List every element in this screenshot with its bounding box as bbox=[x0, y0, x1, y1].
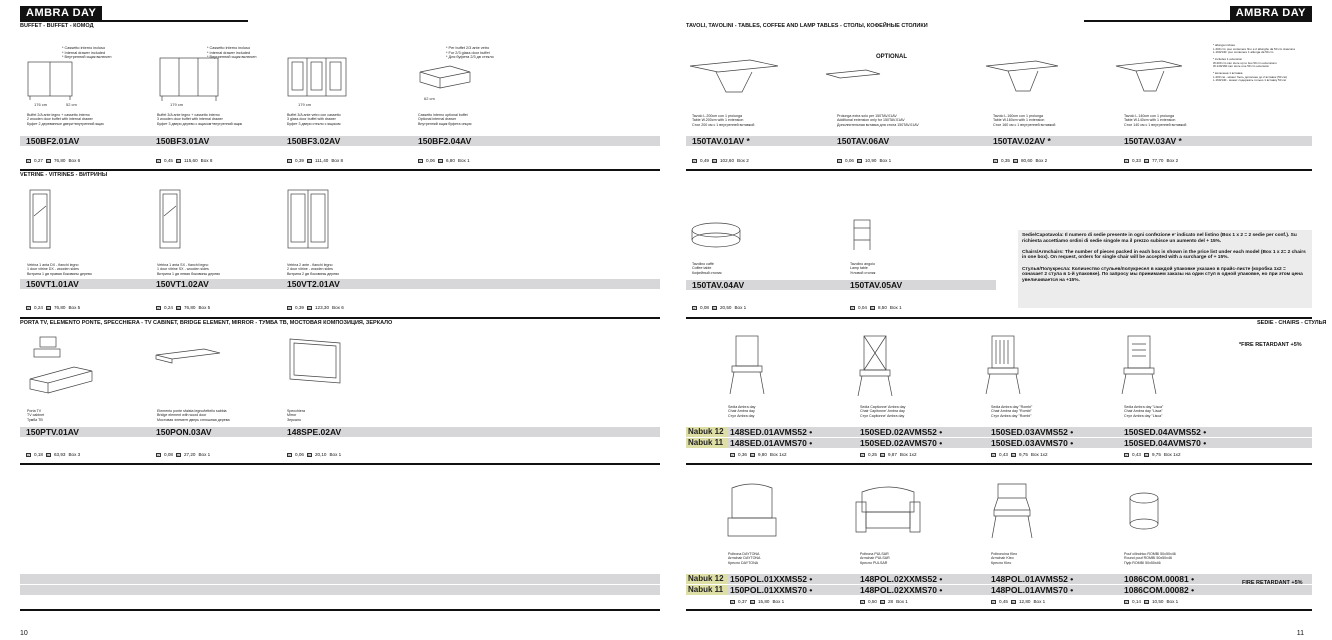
weight-icon: kg bbox=[881, 453, 884, 457]
item-code: 150VT1.02AV bbox=[156, 279, 209, 289]
table-note: * allunga inclusa L.200 cm: puo contenere fino a 2 allunghe da 50 cm ciascuna L.160/140: puo contenere 1 allunga da 50 cm bbox=[1213, 43, 1295, 55]
item-code: 148SED.01AVMS70 • bbox=[730, 438, 813, 448]
volume-icon: m³ bbox=[992, 453, 995, 457]
item-code: 150SED.03AVMS52 • bbox=[991, 427, 1074, 437]
swatch-nabuk-11: Nabuk 11 bbox=[686, 438, 728, 448]
section-title-buffet: BUFFET - BUFFET - КОМОД bbox=[20, 23, 94, 29]
weight-icon: kg bbox=[881, 600, 884, 604]
weight-icon: kg bbox=[858, 159, 861, 163]
volume-icon: m³ bbox=[157, 306, 160, 310]
item-code: 150BF2.01AV bbox=[26, 136, 80, 146]
chair-drawings bbox=[706, 330, 1226, 405]
item-code: 150TAV.02AV * bbox=[993, 136, 1051, 146]
weight-icon: kg bbox=[439, 159, 442, 163]
item-caption: Vetrina 1 anta DX - fianchi legno 1 door vitrine DX - wooden sides Витрина 1 дв правая боковины дерево bbox=[27, 263, 92, 276]
item-code: 150SED.04AVMS70 • bbox=[1124, 438, 1207, 448]
item-caption: Porta TV TV cabinet Тумба ТВ bbox=[27, 409, 45, 422]
empty-band bbox=[20, 574, 660, 584]
item-meta: m³ 0,06 kg 6,80 Box 1 bbox=[419, 158, 470, 163]
item-caption: Cassetto interno optional buffet Optional internal drawer Внутренний ящик буфета опция bbox=[418, 113, 472, 126]
item-code: 148SPE.02AV bbox=[287, 427, 342, 437]
section-rule bbox=[20, 463, 660, 465]
item-caption: Vetrina 1 anta SX - fianchi legno 1 door vitrine SX - wooden sides Витрина 1 дв левая боковины дерево bbox=[157, 263, 221, 276]
fire-retardant-note: FIRE RETARDANT +5% bbox=[1242, 580, 1303, 586]
volume-icon: m³ bbox=[731, 600, 734, 604]
item-meta: m³ 0,50 kg 28 Box 1 bbox=[861, 599, 908, 604]
volume-icon: m³ bbox=[157, 453, 160, 457]
item-code: 148POL.01AVMS52 • bbox=[991, 574, 1074, 584]
volume-icon: m³ bbox=[27, 453, 30, 457]
volume-icon: m³ bbox=[693, 159, 696, 163]
buffet-drawings bbox=[20, 52, 660, 107]
brand-label: AMBRA DAY bbox=[1230, 6, 1312, 20]
weight-icon: kg bbox=[751, 453, 754, 457]
section-rule bbox=[686, 463, 1312, 465]
page-number: 11 bbox=[1296, 630, 1304, 637]
item-caption: Tavolo L.160cm con 1 prolunga Table W.160cm with 1 extension Стол 160 см с 1 внутренней вставкой bbox=[993, 114, 1056, 127]
brand-rule bbox=[1084, 20, 1312, 22]
svg-text:176 cm: 176 cm bbox=[34, 102, 48, 107]
item-meta: m³ 0,49 kg 102,60 Box 2 bbox=[693, 158, 749, 163]
item-meta: m³ 0,45 kg 12,80 Box 1 bbox=[992, 599, 1046, 604]
item-caption: Poltrona PULSAR Armchair PULSAR Кресло PULSAR bbox=[860, 552, 890, 565]
volume-icon: m³ bbox=[1125, 600, 1128, 604]
volume-icon: m³ bbox=[27, 306, 30, 310]
table-drawings bbox=[686, 40, 1211, 110]
item-meta: m³ 0,35 kg 80,60 Box 2 bbox=[994, 158, 1048, 163]
weight-icon: kg bbox=[1012, 600, 1015, 604]
item-caption: Buffet 3/A ante legno + cassetto interno 3 wooden door buffet with internal drawer Буфет 3 двери дерево с ящиком+внутренний ящик bbox=[157, 113, 243, 126]
svg-text:52 cm: 52 cm bbox=[66, 102, 77, 107]
volume-icon: m³ bbox=[288, 159, 291, 163]
item-code: 150VT1.01AV bbox=[26, 279, 79, 289]
item-code: 150BF2.04AV bbox=[418, 136, 472, 146]
vitrine-drawings bbox=[20, 186, 340, 256]
item-caption: Tavolo L.200cm con 1 prolunga Table W.200cm with 1 extension Стол 200 см с 1 внутренней вставкой bbox=[692, 114, 755, 127]
volume-icon: m³ bbox=[994, 159, 997, 163]
volume-icon: m³ bbox=[992, 600, 995, 604]
item-code: 150TAV.04AV bbox=[692, 280, 745, 290]
item-caption: Sedia Ambra day "Lisca" Chair Ambra day "Lisca" Стул Ambra day "Lisca" bbox=[1124, 405, 1164, 418]
volume-icon: m³ bbox=[419, 159, 422, 163]
weight-icon: kg bbox=[713, 306, 716, 310]
weight-icon: kg bbox=[1145, 453, 1148, 457]
volume-icon: m³ bbox=[1125, 159, 1128, 163]
weight-icon: kg bbox=[47, 159, 50, 163]
item-code: 148SED.01AVMS52 • bbox=[730, 427, 813, 437]
volume-icon: m³ bbox=[851, 306, 854, 310]
item-note: * Cassetto interno incluso * Internal drawer included * Внутренний ящик включен bbox=[207, 46, 257, 60]
brand-label: AMBRA DAY bbox=[20, 6, 102, 20]
fire-retardant-note: *FIRE RETARDANT +5% bbox=[1239, 342, 1302, 348]
weight-icon: kg bbox=[751, 600, 754, 604]
item-caption: Sedia Capitonne' Ambra day Chair Capitonne' Ambra day Стул Capitonne' Ambra day bbox=[860, 405, 906, 418]
section-title-chairs: SEDIE - CHAIRS - СТУЛЬЯ bbox=[1257, 320, 1327, 326]
item-caption: Specchiera Mirror Зеркало bbox=[287, 409, 305, 422]
item-code: 150SED.03AVMS70 • bbox=[991, 438, 1074, 448]
item-meta: m³ 0,39 kg 123,30 Box 6 bbox=[288, 305, 344, 310]
item-meta: m³ 0,43 kg 9,75 Box 1x2 bbox=[1125, 452, 1181, 457]
item-caption: Pouf cilindrico ROMBI 50x50x46 Round pouf ROMBI 50x50x46 Пуф ROMBI 50x50x46 bbox=[1124, 552, 1176, 565]
section-rule bbox=[20, 609, 660, 611]
item-code: 150SED.02AVMS70 • bbox=[860, 438, 943, 448]
weight-icon: kg bbox=[1014, 159, 1017, 163]
item-caption: Elemento ponte sfalsta legno/tettello sabbia Bridge element with wood door Мостовая элемент дверь сплошная дерева bbox=[157, 409, 230, 422]
svg-text:179 cm: 179 cm bbox=[298, 102, 312, 107]
item-meta: m³ 0,25 kg 9,87 Box 1x2 bbox=[861, 452, 917, 457]
section-title-tables: TAVOLI, TAVOLINI - TABLES, COFFEE AND LAMP TABLES - СТОЛЫ, КОФЕЙНЫЕ СТОЛИКИ bbox=[686, 23, 928, 29]
item-code: 1086COM.00082 • bbox=[1124, 585, 1195, 595]
item-caption: Sedia Ambra day "Rombi" Chair Ambra day "Rombi" Стул Ambra day "Rombi" bbox=[991, 405, 1033, 418]
weight-icon: kg bbox=[47, 306, 50, 310]
item-meta: m³ 0,06 kg 10,90 Box 1 bbox=[838, 158, 892, 163]
volume-icon: m³ bbox=[288, 453, 291, 457]
item-caption: Sedia Ambra day Chair Ambra day Стул Ambra day bbox=[728, 405, 756, 418]
item-code: 150TAV.01AV * bbox=[692, 136, 750, 146]
weight-icon: kg bbox=[308, 453, 311, 457]
item-caption: Vetrina 2 ante - fianchi legno 2 door vitrine - wooden sides Витрина 2 дв боковины дерево bbox=[287, 263, 340, 276]
section-rule bbox=[20, 317, 660, 319]
volume-icon: m³ bbox=[288, 306, 291, 310]
item-caption: Prolunga extra solo per 150TAV.01AV Additional extension only for 150TAV.01AV Дополнительная вставка для стола 150TAV.01AV bbox=[837, 114, 919, 127]
brand-rule bbox=[20, 20, 248, 22]
item-caption: Tavolino angolo Lamp table Угловой столик bbox=[850, 262, 876, 275]
item-code: 150VT2.01AV bbox=[287, 279, 340, 289]
item-meta: m³ 0,37 kg 15,80 Box 1 bbox=[731, 599, 785, 604]
item-code: 150BF3.01AV bbox=[156, 136, 210, 146]
tv-drawings bbox=[20, 333, 380, 405]
item-caption: Tavolo L.140cm con 1 prolunga Table W.140cm with 1 extension Стол 140 см с 1 внутренней вставкой bbox=[1124, 114, 1187, 127]
armchair-drawings bbox=[706, 478, 1226, 548]
weight-icon: kg bbox=[177, 159, 180, 163]
weight-icon: kg bbox=[177, 453, 180, 457]
item-code: 150TAV.05AV bbox=[850, 280, 903, 290]
volume-icon: m³ bbox=[27, 159, 30, 163]
weight-icon: kg bbox=[308, 159, 311, 163]
section-rule bbox=[686, 169, 1312, 171]
item-meta: m³ 0,14 kg 10,50 Box 1 bbox=[1125, 599, 1179, 604]
item-code: 150PON.03AV bbox=[156, 427, 212, 437]
item-meta: m³ 0,04 kg 8,50 Box 1 bbox=[851, 305, 902, 310]
item-meta: m³ 0,27 kg 76,80 Box 6 bbox=[27, 158, 81, 163]
volume-icon: m³ bbox=[838, 159, 841, 163]
weight-icon: kg bbox=[871, 306, 874, 310]
item-meta: m³ 0,36 kg 9,80 Box 1x2 bbox=[731, 452, 787, 457]
weight-icon: kg bbox=[308, 306, 311, 310]
weight-icon: kg bbox=[177, 306, 180, 310]
swatch-nabuk-12: Nabuk 12 bbox=[686, 574, 728, 584]
swatch-nabuk-11: Nabuk 11 bbox=[686, 585, 728, 595]
item-meta: m³ 0,18 kg 63,93 Box 3 bbox=[27, 452, 81, 457]
item-code: 150BF3.02AV bbox=[287, 136, 341, 146]
weight-icon: kg bbox=[47, 453, 50, 457]
item-meta: m³ 0,45 kg 115,60 Box 8 bbox=[157, 158, 213, 163]
table-note: * includes 1 extension W.200 cm can store up to two 50 cm extensions W.140/160 can store one 50 cm extension bbox=[1213, 57, 1277, 69]
item-meta: m³ 0,08 kg 20,50 Box 1 bbox=[693, 305, 747, 310]
info-box bbox=[1018, 230, 1312, 308]
item-meta: m³ 0,39 kg 111,40 Box 8 bbox=[288, 158, 344, 163]
volume-icon: m³ bbox=[693, 306, 696, 310]
item-caption: Buffet 3/A ante vetro con cassetto 3 glass door buffet with drawer Буфет 3 двери стекло с ящиком bbox=[287, 113, 341, 126]
section-rule bbox=[20, 169, 660, 171]
item-meta: m³ 0,24 kg 76,80 Box 5 bbox=[157, 305, 211, 310]
item-meta: m³ 0,33 kg 77,70 Box 2 bbox=[1125, 158, 1179, 163]
item-code: 150TAV.06AV bbox=[837, 136, 890, 146]
optional-label: OPTIONAL bbox=[876, 54, 907, 60]
item-code: 150POL.01XXMS52 • bbox=[730, 574, 813, 584]
item-meta: m³ 0,08 kg 27,20 Box 1 bbox=[157, 452, 211, 457]
item-caption: Poltrona DAYTONA Armchair DAYTONA Кресло DAYTONA bbox=[728, 552, 761, 565]
section-title-vitrines: VETRINE - VITRINES - ВИТРИНЫ bbox=[20, 172, 108, 178]
volume-icon: m³ bbox=[1125, 453, 1128, 457]
right-page bbox=[666, 0, 1332, 640]
empty-band bbox=[20, 585, 660, 595]
item-caption: Buffet 2/A ante legno + cassetto interno 2 wooden door buffet with internal drawer Буфет 2 деревянные двери+внутренний ящик bbox=[27, 113, 104, 126]
item-code: 150POL.01XXMS70 • bbox=[730, 585, 813, 595]
table-note: * включена 1 вставка L.200 см - может быть дополнен до 2 вставок (50 см) L.160/140 - может содержать только 1 вставку 50 см bbox=[1213, 71, 1287, 83]
item-code: 148POL.02XXMS70 • bbox=[860, 585, 943, 595]
weight-icon: kg bbox=[713, 159, 716, 163]
weight-icon: kg bbox=[1012, 453, 1015, 457]
svg-text:62 cm: 62 cm bbox=[424, 96, 435, 101]
item-meta: m³ 0,43 kg 9,75 Box 1x2 bbox=[992, 452, 1048, 457]
volume-icon: m³ bbox=[157, 159, 160, 163]
weight-icon: kg bbox=[1145, 159, 1148, 163]
swatch-nabuk-12: Nabuk 12 bbox=[686, 427, 728, 437]
section-title-tv: PORTA TV, ELEMENTO PONTE, SPECCHIERA - TV CABINET, BRIDGE ELEMENT, MIRROR - ТУМБА ТВ, МОСТОВАЯ КОМПОЗИЦИЯ, ЗЕРКАЛО bbox=[20, 320, 393, 326]
item-code: 148POL.02XXMS52 • bbox=[860, 574, 943, 584]
item-code: 1086COM.00081 • bbox=[1124, 574, 1195, 584]
code-band bbox=[20, 279, 660, 289]
section-rule bbox=[686, 609, 1312, 611]
item-note: * Cassetto interno incluso * Internal drawer included * Внутренний ящик включен bbox=[62, 46, 112, 60]
item-note: * Per buffet 2/3 ante vetro * For 2/3 glass door buffet * Для буфета 2/3 дв стекло bbox=[446, 46, 494, 60]
item-code: 148POL.01AVMS70 • bbox=[991, 585, 1074, 595]
volume-icon: m³ bbox=[731, 453, 734, 457]
info-box-text: Sedie/Capotavola: Il numero di sedie presente in ogni confezione e' indicato nel listino (Box 1 x 2 = 2 sedie per conf.). Su richiesta accettiamo ordini di sedie singole ma il prezzo subisce un aumento del + 15%. Chairs/Armchairs: The number of pieces packed in each box is shown in the price list under each model (Box 1 x 2= 2 chairs in one box). On request, orders for single chair will be accepted with a surcharge of + 15%. Стулья/Полукресла: Количество стульев/полукресел в каждой упаковке указано в прайс-листе (коробка 1x2 = означает 2 стула в 1-й упаковке). По запросу мы принимаем заказы на один стул в одной упаковке, но при этом цена увеличивается на +15%. bbox=[1022, 233, 1306, 283]
weight-icon: kg bbox=[1145, 600, 1148, 604]
item-code: 150SED.02AVMS52 • bbox=[860, 427, 943, 437]
item-meta: m³ 0,24 kg 76,80 Box 5 bbox=[27, 305, 81, 310]
item-code: 150SED.04AVMS52 • bbox=[1124, 427, 1207, 437]
item-code: 150TAV.03AV * bbox=[1124, 136, 1182, 146]
svg-text:179 cm: 179 cm bbox=[170, 102, 184, 107]
item-caption: Tavolino caffè Coffee table Кофейный столик bbox=[692, 262, 722, 275]
volume-icon: m³ bbox=[861, 600, 864, 604]
volume-icon: m³ bbox=[861, 453, 864, 457]
item-caption: Poltroncina Kleo Armchair Kleo Кресло Kleo bbox=[991, 552, 1018, 565]
page-number: 10 bbox=[20, 630, 28, 637]
item-code: 150PTV.01AV bbox=[26, 427, 79, 437]
coffee-table-drawings bbox=[686, 212, 886, 262]
item-meta: m³ 0,06 kg 20,10 Box 1 bbox=[288, 452, 342, 457]
section-rule bbox=[686, 317, 1312, 319]
